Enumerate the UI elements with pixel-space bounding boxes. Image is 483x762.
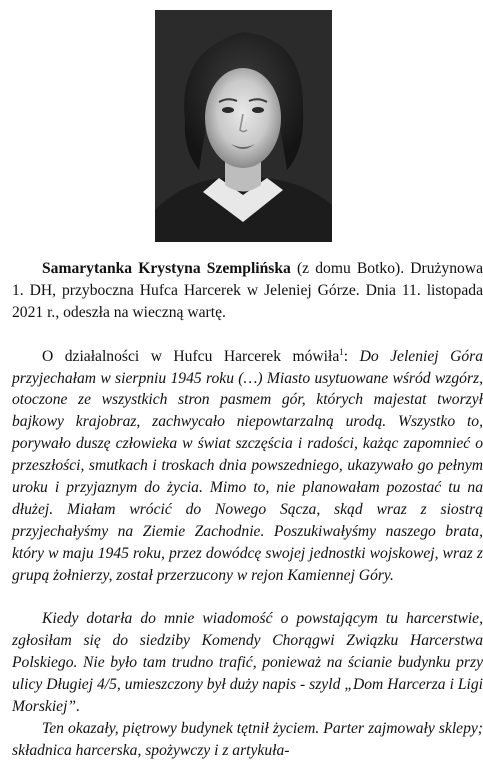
quote-colon: : — [343, 347, 360, 365]
quote-text: Do Jeleniej Góra przyjechałam w sierpniu 1945 roku (…) Miasto usytuowane wśród wzgórz, otoczone ze wszystkich stron pasmem gór, których majestat tworzył bajkowy krajobraz, zachwycało niepowtarzalną urodą. Wszystko to, porywało duszę człowieka w świat szczęścia i radości, każąc zapomnieć o przeszłości, smutkach i troskach dnia powszedniego, ukazywało go pełnym uroku i przyjaznym do życia. Mimo to, nie planowałam pozostać tu na dłużej. Miałam wrócić do Nowego Sącza, skąd wraz z siostrą przyjechałyśmy na Ziemie Zachodnie. Poszukiwałyśmy naszego brata, który w maju 1945 roku, przez dowódcę swojej jednostki wojskowej, wraz z grupą żołnierzy, został przerzucony w rejon Kamiennej Góry. — [12, 347, 483, 584]
footnote-marker: 1 — [339, 346, 344, 357]
bio-paragraph — [12, 258, 483, 324]
paragraph-budynek: Ten okazały, piętrowy budynek tętnił życiem. Parter zajmowały sklepy; składnica harcerska, spożywczy i z artykuła- — [12, 720, 483, 759]
person-name: Samarytanka Krystyna Szemplińska — [42, 260, 291, 277]
quote-paragraph — [12, 346, 483, 587]
article-text — [12, 258, 483, 762]
paragraph-harcerstwo: Kiedy dotarła do mnie wiadomość o powstającym tu harcerstwie, zgłosiłam się do siedziby Komendy Chorągwi Związku Harcerstwa Polskiego. Nie było tam trudno trafić, ponieważ na ścianie budynku przy ulicy Długiej 4/5, umieszczony był duży napis - szyld „Dom Harcerza i Ligi Morskiej”. — [12, 610, 483, 716]
quote-intro: O działalności w Hufcu Harcerek mówiła — [42, 347, 340, 365]
portrait-photo — [155, 10, 332, 242]
bio-details: (z domu Botko). Drużynowa 1. DH, przyboczna Hufca Harcerek w Jeleniej Górze. Dnia 11. listopada 2021 r., odeszła na wieczną wartę. — [12, 260, 483, 321]
